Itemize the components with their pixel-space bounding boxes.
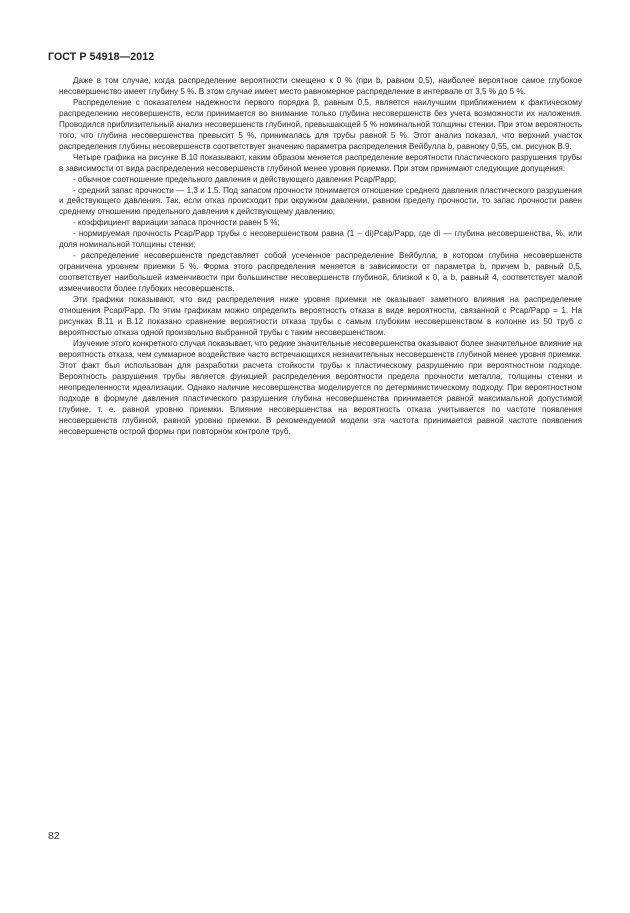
paragraph-2: Распределение с показателем надежности первого порядка β, равным 0,5, является наилучшим приближением к фактическому распределению несовершенств, если принимается во внимание только глубина несовершенств без учета возможности их наложения. Проводился приблизительный анализ несовершенств глубиной, превышающей 5 % номинальной толщины стенки. При этом вероятность того, что глубина несовершенства превысит 5 %, принималась для трубы равной 5 %. Этот анализ показал, что верхний участок распределения глубины несовершенств соответствует значению параметра распределения Вейбулла b, равному 0,55, см. рисунок В.9. (59, 97, 582, 151)
assumption-3: - коэффициент вариации запаса прочности равен 5 %; (73, 218, 280, 228)
assumption-2: - средний запас прочности — 1,3 и 1,5. Под запасом прочности понимается отношение среднего давления пластического разрушения и действующего давления. Так, если отказ происходит при окружном давлении, равном пределу прочности, то запас прочности равен среднему отношению предельного давления к действующему давлению; (59, 185, 582, 217)
paragraph-1: Даже в том случае, когда распределение вероятности смещено к 0 % (при b, равном 0,5), наиболее вероятное самое глубокое несовершенство имеет глубину 5 %. В этом случае имеет место равномерное распределение в интервале от 3,5 % до 5 %. (59, 76, 582, 96)
standard-header: ГОСТ Р 54918—2012 (48, 51, 155, 63)
assumption-4: - нормируемая прочность Pcap/Papp трубы с несовершенством равна (1 – di)Pcap/Papp, где di — глубина несовершенства, %, или доля номинальной толщины стенки; (59, 229, 582, 250)
assumption-1: - обычное соотношение предельного давления и действующего давления Pcap/Papp; (73, 174, 397, 184)
body-text (59, 76, 582, 437)
paragraph-case-study: Изучение этого конкретного случая показывает, что редкие значительные несовершенства оказывают более значительное влияние на вероятность отказа, чем суммарное воздействие часто встречающихся незначительных несовершенств глубиной менее уровня приемки. Этот факт был использован для разработки расчета стойкости трубы к пластическому разрушению при вероятностном подходе. Вероятность разрушения трубы является функцией распределения вероятности предела прочности металла, толщины стенки и неопределенности идеализации. Однако наличие несовершенства моделируется по детерминистическому подходу. При вероятностном подходе в формуле давления пластического разрушения глубина несовершенства принимается равной максимальной допустимой глубине, т. е. равной уровню приемки. Влияние несовершенства на вероятность отказа учитывается по частоте появления несовершенств глубиной, равной уровню приемки. В рекомендуемой модели эта частота принимается равной частоте появления несовершенств острой формы при повторном контроле труб. (59, 338, 582, 436)
paragraph-graphs: Эти графики показывают, что вид распределения ниже уровня приемки не оказывает заметного влияния на распределение отношения Pcap/Papp. По этим графикам можно определить вероятность отказа в виде вероятности, связанной с Pcap/Papp = 1. На рисунках В.11 и В.12 показано сравнение вероятности отказа трубы с самым глубоким несовершенством в колонне из 50 труб с вероятностью отказа одной произвольно выбранной трубы с таким несовершенством. (59, 295, 582, 337)
paragraph-3: Четыре графика на рисунке В.10 показывают, каким образом меняется распределение вероятности пластического разрушения трубы в зависимости от вида распределения несовершенств глубиной менее уровня приемки. При этом принимают следующие допущения: (59, 152, 582, 173)
assumption-5: - распределение несовершенств представляет собой усеченное распределение Вейбулла, в котором глубина несовершенств ограничена уровнем приемки 5 %. Форма этого распределения меняется в зависимости от параметра b, причем b, равный 0,5, соответствует наибольшей изменчивости при большинстве несовершенств глубиной, близкой к 0, а b, равный 4, соответствует малой изменчивости более глубоких несовершенств. (59, 251, 582, 294)
page-number: 82 (48, 830, 60, 842)
